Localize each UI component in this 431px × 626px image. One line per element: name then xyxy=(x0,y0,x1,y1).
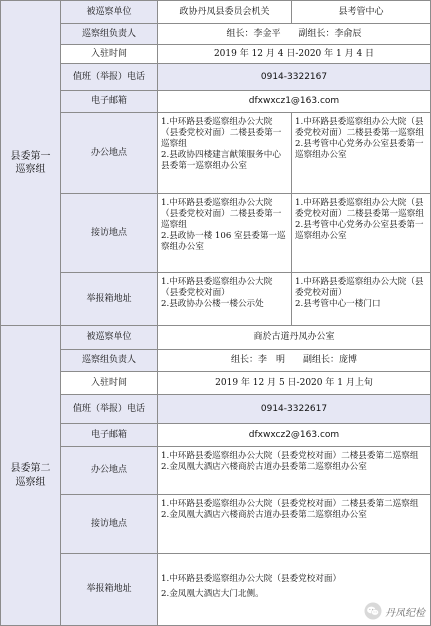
group2-target-label: 被巡察单位 xyxy=(60,325,158,350)
group2-reception-value xyxy=(157,494,431,554)
group1-office-right xyxy=(291,112,431,194)
group2-reception-label: 接访地点 xyxy=(60,494,158,554)
group2-leader-label: 巡察组负责人 xyxy=(60,349,158,372)
group1-time-value: 2019 年 12 月 4 日-2020 年 1 月 4 日 xyxy=(157,44,431,64)
group2-box-line-1: 1.中环路县委巡察组办公大院（县委党校对面） xyxy=(161,574,342,584)
group1-time-label: 入驻时间 xyxy=(60,44,158,64)
group1-reception-left-line-2: 2.县政协一楼 106 室县委第一巡察组办公室 xyxy=(161,231,286,252)
group1-email-value: dfxwxcz1@163.com xyxy=(157,90,431,113)
group1-name: 县委第一 巡察组 xyxy=(0,0,61,326)
wechat-icon xyxy=(364,602,382,620)
group1-reception-left xyxy=(157,193,292,273)
group2-office-value xyxy=(157,446,431,495)
group2-time-label: 入驻时间 xyxy=(60,371,158,395)
group2-box-line-2: 2.金凤凰大酒店大门北侧。 xyxy=(161,588,264,599)
group1-phone-label: 值班（举报）电话 xyxy=(60,63,158,91)
group1-reception-right xyxy=(291,193,431,273)
watermark-text: 丹凤纪检 xyxy=(385,607,425,619)
group2-email-value: dfxwxcz2@163.com xyxy=(157,423,431,447)
group1-box-right-line-2: 2.县考管中心一楼门口 xyxy=(295,299,381,309)
group1-reception-right-line-1: 1.中环路县委巡察组办公大院（县委党校对面）二楼县委第一巡察组 xyxy=(295,198,424,219)
group2-reception-line-2: 2.金凤凰大酒店六楼商於古道办县委第二巡察组办公室 xyxy=(161,510,367,520)
group2-reception-line-1: 1.中环路县委巡察组办公大院（县委党校对面）二楼县委第二巡察组 xyxy=(161,499,419,509)
group1-office-left-line-1: 1.中环路县委巡察组办公大院（县委党校对面）二楼县委第一巡察组 xyxy=(161,117,282,149)
group2-target-value: 商於古道丹凤办公室 xyxy=(157,325,431,350)
group1-reception-label: 接访地点 xyxy=(60,193,158,273)
group1-target-1: 政协丹凤县委员会机关 xyxy=(157,0,292,24)
group1-office-label: 办公地点 xyxy=(60,112,158,194)
group2-leader-value: 组长：李 明 副组长：庞博 xyxy=(157,349,431,372)
group2-time-value: 2019 年 12 月 5 日-2020 年 1 月上旬 xyxy=(157,371,431,395)
group1-box-right xyxy=(291,272,431,326)
group2-phone-label: 值班（举报）电话 xyxy=(60,394,158,424)
group1-office-right-line-1: 1.中环路县委巡察组办公大院（县委党校对面）二楼县委第一巡察组 xyxy=(295,117,424,138)
group1-box-left-line-2: 2.县政协办公楼一楼公示处 xyxy=(161,299,264,309)
group1-box-label: 举报箱地址 xyxy=(60,272,158,326)
group1-box-left xyxy=(157,272,292,326)
group2-phone-value: 0914-3322617 xyxy=(157,394,431,424)
group2-office-line-1: 1.中环路县委巡察组办公大院（县委党校对面）二楼县委第二巡察组 xyxy=(161,451,419,461)
group1-leader-value: 组长：李金平 副组长：李俞辰 xyxy=(157,23,431,45)
group2-box-label: 举报箱地址 xyxy=(60,553,158,626)
group1-box-right-line-1: 1.中环路县委巡察组办公大院（县委党校对面） xyxy=(295,277,424,298)
group1-office-right-line-2: 2.县考管中心党务办公室县委第一巡察组办公室 xyxy=(295,139,424,160)
watermark xyxy=(364,602,425,620)
group1-leader-label: 巡察组负责人 xyxy=(60,23,158,45)
group1-office-left xyxy=(157,112,292,194)
group1-phone-value: 0914-3322167 xyxy=(157,63,431,91)
group1-box-left-line-1: 1.中环路县委巡察组办公大院（县委党校对面） xyxy=(161,277,273,298)
group1-email-label: 电子邮箱 xyxy=(60,90,158,113)
group2-office-line-2: 2.金凤凰大酒店六楼商於古道办县委第二巡察组办公室 xyxy=(161,462,367,472)
group1-target-label: 被巡察单位 xyxy=(60,0,158,24)
group2-office-label: 办公地点 xyxy=(60,446,158,495)
group1-target-2: 县考管中心 xyxy=(291,0,431,24)
group1-reception-right-line-2: 2.县考管中心党务办公室县委第一巡察组办公室 xyxy=(295,220,424,241)
group1-office-left-line-2: 2.县政协四楼建言献策服务中心县委第一巡察组办公室 xyxy=(161,150,281,171)
group1-reception-left-line-1: 1.中环路县委巡察组办公大院（县委党校对面）二楼县委第一巡察组 xyxy=(161,198,282,230)
group2-name: 县委第二 巡察组 xyxy=(0,325,61,626)
group2-email-label: 电子邮箱 xyxy=(60,423,158,447)
